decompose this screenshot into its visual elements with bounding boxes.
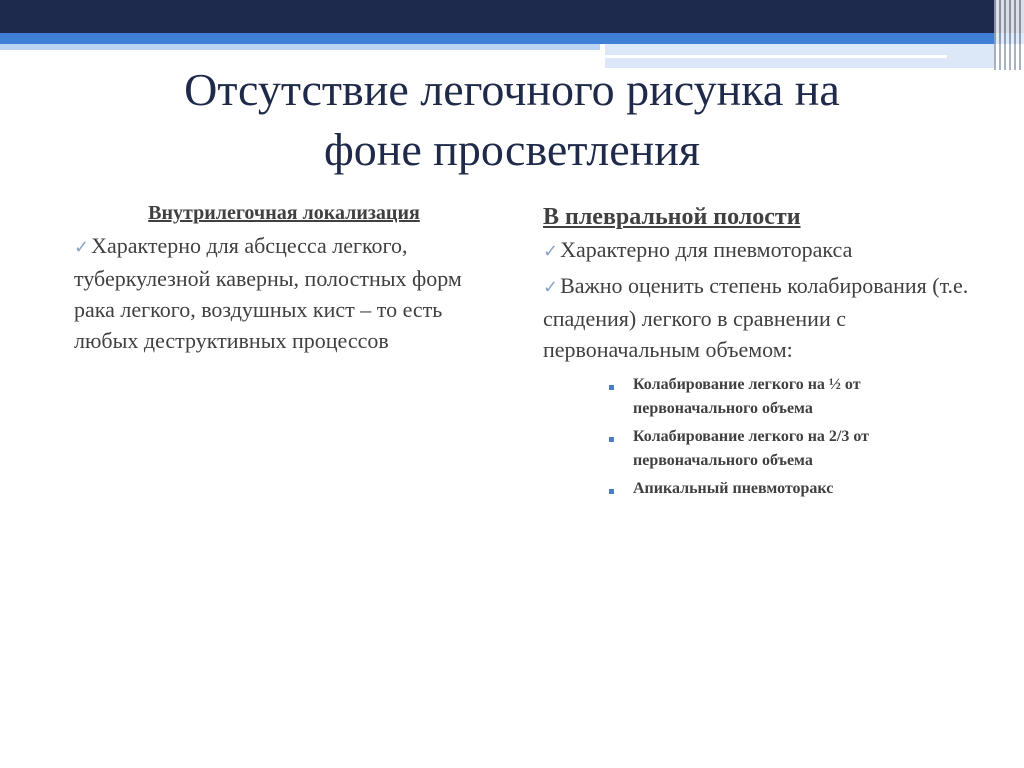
check-icon: ✓ bbox=[543, 241, 559, 262]
square-bullet-icon: ▪ bbox=[608, 434, 615, 445]
left-column-heading: Внутрилегочная локализация bbox=[148, 202, 420, 224]
right-check-item-text: Характерно для пневмоторакса bbox=[560, 237, 853, 262]
left-check-item-text: Характерно для абсцесса легкого, туберкулезной каверны, полостных форм рака легкого, воздушных кист – то есть любых деструктивных процессов bbox=[74, 233, 462, 353]
slide-title bbox=[80, 60, 944, 180]
check-icon: ✓ bbox=[74, 237, 90, 258]
square-bullet-icon: ▪ bbox=[608, 382, 615, 393]
sub-list-item-text: Колабирование легкого на 2/3 от первоначального объема bbox=[633, 428, 869, 469]
sub-list-item-text: Колабирование легкого на ½ от первоначального объема bbox=[633, 376, 861, 417]
check-icon: ✓ bbox=[543, 277, 559, 298]
right-column bbox=[543, 198, 983, 505]
header-band-dark bbox=[0, 0, 1024, 33]
title-line-1: Отсутствие легочного рисунка на bbox=[184, 64, 840, 115]
right-check-item bbox=[543, 270, 983, 365]
sub-list-item-text: Апикальный пневмоторакс bbox=[633, 480, 834, 497]
left-column bbox=[74, 198, 494, 356]
sub-list-item bbox=[608, 425, 983, 473]
right-check-item-text: Важно оценить степень колабирования (т.е. спадения) легкого в сравнении с первоначальным объемом: bbox=[543, 273, 969, 362]
header-band-light bbox=[0, 44, 600, 50]
header-accent-line bbox=[605, 55, 947, 58]
sub-bullet-list bbox=[608, 373, 983, 501]
left-check-item bbox=[74, 230, 494, 356]
right-check-item bbox=[543, 234, 983, 267]
header-band-blue bbox=[0, 33, 1024, 44]
right-column-heading: В плевральной полости bbox=[543, 204, 801, 230]
header-stripes-decoration bbox=[994, 0, 1024, 70]
title-line-2: фоне просветления bbox=[323, 124, 701, 175]
sub-list-item bbox=[608, 373, 983, 421]
sub-list-item bbox=[608, 477, 983, 501]
square-bullet-icon: ▪ bbox=[608, 486, 615, 497]
